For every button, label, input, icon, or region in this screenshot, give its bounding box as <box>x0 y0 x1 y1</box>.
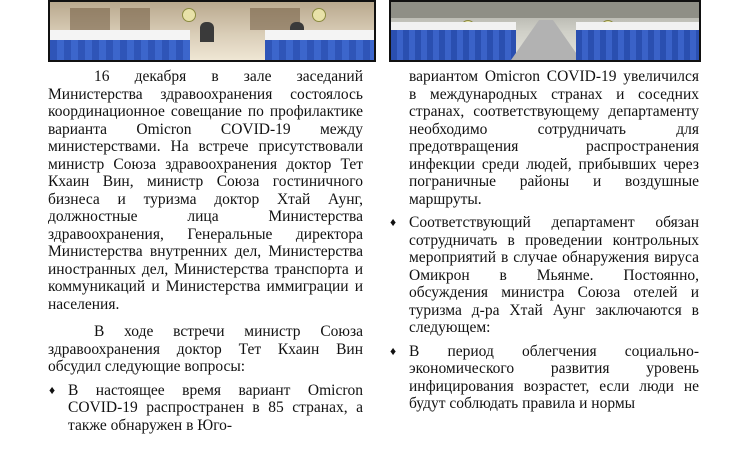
article-column-left <box>48 68 363 434</box>
diamond-bullet-icon: ♦ <box>390 215 397 229</box>
bullet-continuation: вариантом Omicron COVID-19 увеличился в международных странах и соседних странах, соответствующему департаменту необходимо сотрудничать для предотвращения распространения инфекции среди людей, прибывших через пограничные районы и воздушные маршруты. <box>409 68 699 208</box>
bullet-text: В период облегчения социально-экономического развития уровень инфицирования возрастет, если люди не будут соблюдать правила и нормы <box>409 342 699 412</box>
diamond-bullet-icon: ♦ <box>390 343 397 358</box>
article-paragraph: 16 декабря в зале заседаний Министерства здравоохранения состоялось координационное совещание по профилактике варианта Omicron COVID-19 между министерствами. На встрече присутствовали министр Союза здравоохранения доктор Тет Кхаин Вин, министр Союза гостиничного бизнеса и туризма доктор Хтай Аунг, должностные лица Министерства здравоохранения, Генеральные директора Министерства внутренних дел, Министерства иностранных дел, Министерства транспорта и коммуникаций и Министерства иммиграции и населения. <box>48 68 363 313</box>
bullet-item <box>389 214 699 337</box>
article-paragraph: В ходе встречи министр Союза здравоохранения доктор Тет Кхаин Вин обсудил следующие вопросы: <box>48 323 363 375</box>
meeting-photo-left <box>48 0 376 62</box>
diamond-bullet-icon: ♦ <box>49 382 56 397</box>
bullet-text: В настоящее время вариант Omicron COVID-19 распространен в 85 странах, а также обнаружен в Юго- <box>68 381 363 434</box>
bullet-item <box>48 382 363 435</box>
bullet-item <box>389 343 699 413</box>
bullet-text: Соответствующий департамент обязан сотрудничать в проведении контрольных мероприятий в случае обнаружения вируса Омикрон в Мьянме. Постоянно, обсуждения министра Союза отелей и туризма д-ра Хтай Аунг заключаются в следующем: <box>409 214 699 336</box>
meeting-photo-right <box>389 0 701 62</box>
article-column-right <box>389 68 699 413</box>
